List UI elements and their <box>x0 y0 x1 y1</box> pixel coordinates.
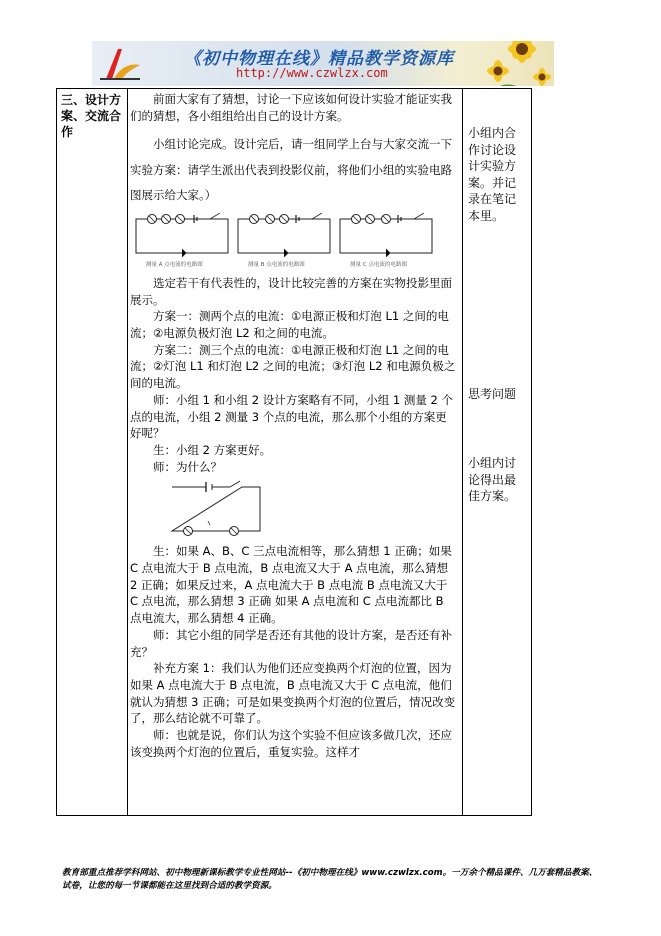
circuit-caption: 测量 C 点电流的电路图 <box>350 261 407 268</box>
paragraph: 师：为什么？ <box>153 459 222 474</box>
activity-content <box>130 91 456 760</box>
student-activity-note: 小组内讨论得出最佳方案。 <box>468 456 517 503</box>
section-label: 三、设计方案、交流合作 <box>61 93 122 139</box>
paragraph: 师：其它小组的同学是否还有其他的设计方案，是否还有补充？ <box>130 627 452 659</box>
student-activity-note: 思考问题 <box>468 387 517 401</box>
page-footer: 教育部重点推荐学科网站、初中物理新课标教学专业性网站--《初中物理在线》www.czwlzx.com。一万余个精品课件、几万套精品教案、试卷，让您的每一节课都能在这里找到合适的教学资源。 <box>62 868 598 891</box>
paragraph: 师：小组 1 和小组 2 设计方案略有不同，小组 1 测量 2 个点的电流，小组 2 测量 3 个点的电流，那么那个小组的方案更好呢？ <box>130 392 454 441</box>
site-logo-icon <box>98 45 142 83</box>
paragraph: 小组讨论完成。设计完后，请一组同学上台与大家交流一下实验方案：请学生派出代表到投影仪前，将他们小组的实验电路图展示给大家。） <box>130 137 452 203</box>
column-divider <box>462 89 463 815</box>
student-activity-note: 小组内合作讨论设计实验方案。并记录在笔记本里。 <box>468 126 517 223</box>
banner-url[interactable]: http://www.czwlzx.com <box>236 66 388 80</box>
circuit-caption: 测量 A 点电流的电路图 <box>146 261 203 268</box>
paragraph: 师：也就是说，你们认为这个实验不但应该多做几次，还应该变换两个灯泡的位置后，重复实验。这样才 <box>130 728 452 759</box>
header-banner <box>92 41 554 86</box>
paragraph: 方案一：测两个点的电流：①电源正极和灯泡 L1 之间的电流；②电源负极灯泡 L2 和之间的电流。 <box>130 309 449 341</box>
paragraph: 生：小组 2 方案更好。 <box>153 442 272 457</box>
circuit-diagrams-three <box>132 213 444 271</box>
lesson-table <box>56 88 532 816</box>
banner-title: 《初中物理在线》精品教学资源库 <box>184 49 454 69</box>
circuit-caption: 测量 B 点电流的电路图 <box>248 261 305 268</box>
series-circuit-diagram <box>166 479 266 539</box>
paragraph: 生：如果 A、B、C 三点电流相等，那么猜想 1 正确；如果 C 点电流大于 B 点电流，B 点电流又大于 A 点电流，那么猜想 2 正确；如果反过来，A 点电流大于 B 点电流 B 点电流又大于 C 点电流，那么猜想 3 正确 如果 A 点电流和 C 点电流都比 B 点电流大，那么猜想 4 正确。 <box>130 544 452 626</box>
sunflower-icon <box>482 41 552 86</box>
paragraph: 方案二：测三个点的电流：①电源正极和灯泡 L1 之间的电流；②灯泡 L1 和灯泡 L2 之间的电流；③灯泡 L2 和电源负极之间的电流。 <box>130 342 456 391</box>
paragraph: 前面大家有了猜想，讨论一下应该如何设计实验才能证实我们的猜想，各小组组给出自己的设计方案。 <box>130 92 452 123</box>
paragraph: 选定若干有代表性的，设计比较完善的方案在实物投影里面展示。 <box>130 275 452 307</box>
column-divider <box>127 89 128 815</box>
paragraph: 补充方案 1：我们认为他们还应变换两个灯泡的位置，因为如果 A 点电流大于 B 点电流，B 点电流又大于 C 点电流，他们就认为猜想 3 正确；可是如果变换两个灯泡的位置后，情况改变了，那么结论就不可靠了。 <box>130 661 456 726</box>
